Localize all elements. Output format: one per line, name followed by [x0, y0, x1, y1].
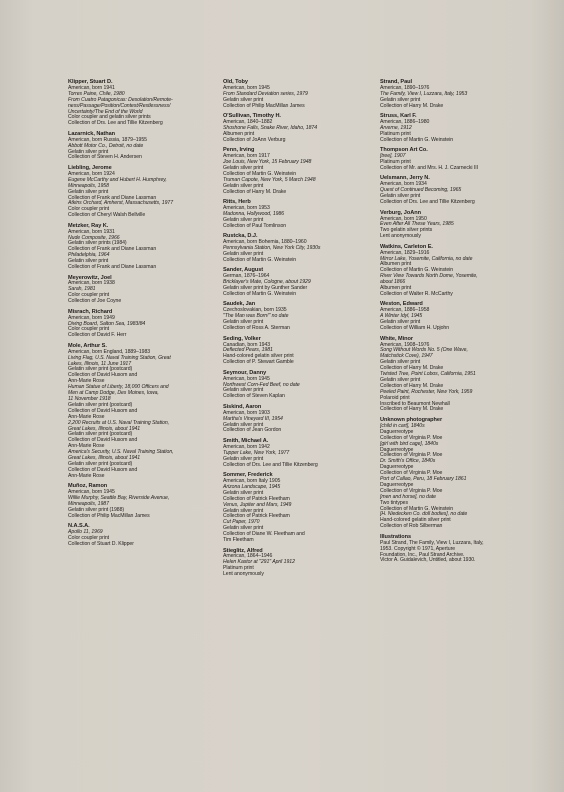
photographer-name: Mole, Arthur S. — [68, 342, 107, 349]
entry-detail: Gelatin silver print — [223, 455, 264, 462]
work-title: [girl with bird cage], 1840s — [380, 440, 439, 447]
catalog-entry — [380, 302, 520, 332]
entry-detail: Collection of Cheryl Walsh Bellville — [68, 212, 146, 219]
catalog-entry — [68, 224, 208, 271]
work-title: Apollo 11, 1969 — [68, 529, 103, 536]
photographer-name: Liebling, Jerome — [68, 164, 112, 171]
work-title: 2,200 Recruits at U.S. Naval Training Station, — [68, 419, 170, 426]
entry-detail: Color coupler and gelatin silver prints — [68, 114, 151, 121]
entry-detail: Polaroid print — [380, 394, 410, 401]
work-title: [tree], 1907 — [380, 153, 406, 160]
catalog-entry — [223, 302, 363, 332]
entry-detail: Collection of David Husom and — [68, 437, 138, 444]
work-title: Matchstick Cove), 1947 — [380, 353, 433, 360]
work-title: Eugene McCarthy and Hubert H. Humphrey, — [68, 176, 167, 183]
work-title: Philadelphia, 1964 — [68, 252, 110, 259]
photographer-name: O'Sullivan, Timothy H. — [223, 113, 281, 120]
photographer-name: Ritts, Herb — [223, 199, 251, 206]
entry-detail: Gelatin silver print — [380, 319, 421, 326]
work-title: Cut Paper, 1970 — [223, 519, 260, 526]
entry-detail: Platinum print — [223, 565, 254, 572]
work-title: Pennsylvania Station, New York City, 1930s — [223, 245, 321, 252]
catalog-entry — [223, 268, 363, 298]
entry-detail: Hand-colored gelatin silver print — [223, 353, 294, 360]
entry-detail: Czechoslovakian, born 1935 — [223, 307, 287, 314]
entry-detail: Collection of David Husom and — [68, 407, 138, 414]
work-title: Arizona Landscape, 1945 — [223, 483, 281, 490]
photographer-name: Muñoz, Ramon — [68, 483, 108, 490]
photographer-name: Uelsmann, Jerry N. — [380, 175, 430, 182]
catalog-entry — [223, 371, 363, 401]
entry-detail: Collection of Diane W. Fleetham and — [223, 531, 305, 538]
entry-detail: Collection of Drs. Lee and Tillie Kitzenberg — [223, 461, 318, 468]
entry-detail: Gelatin silver print (1988) — [68, 506, 125, 513]
work-title: Helen Kastor at "291" April 1912 — [223, 559, 295, 566]
work-title: 11 November 1918 — [68, 395, 111, 402]
entry-detail: Gelatin silver print — [223, 96, 264, 103]
work-title: Truman Capote, New York, 5 March 1948 — [223, 176, 316, 183]
catalog-entry — [223, 200, 363, 230]
entry-detail: Lent anonymously — [380, 233, 421, 240]
entry-detail: Collection of Martin G. Weinstein — [380, 505, 454, 512]
entry-detail: American, born 1903 — [223, 409, 270, 416]
entry-detail: Hand-colored gelatin silver print — [380, 517, 451, 524]
work-title: [H. Niedecken Co. doll bodies], no date — [380, 511, 468, 518]
catalog-entry — [68, 484, 208, 519]
entry-detail: Collection of Paul Tomlinson — [223, 222, 287, 229]
work-title: Bricklayer's Mate, Cologne, about 1929 — [223, 279, 311, 286]
entry-detail: Collection of David F. Herr — [68, 332, 127, 339]
entry-detail: Albumen print — [380, 261, 412, 268]
entry-detail: Collection of Mr. and Mrs. H. J. Czarnecki III — [380, 164, 478, 171]
catalog-entry — [223, 473, 363, 544]
work-title: River View Towards North Dome, Yosemite, — [380, 273, 478, 280]
entry-detail: Gelatin silver print — [68, 188, 109, 195]
entry-detail: Foundation, Inc., Paul Strand Archive. — [380, 551, 465, 558]
entry-detail: Color coupler print — [68, 326, 110, 333]
entry-detail: Collection of Harry M. Drake — [380, 102, 444, 109]
catalog-entry — [68, 344, 208, 480]
entry-detail: Daguerreotype — [380, 428, 414, 435]
photographer-name: Seymour, Danny — [223, 369, 267, 376]
entry-detail: Ann-Marie Rose — [68, 443, 105, 450]
entry-detail: Gelatin silver print — [223, 387, 264, 394]
entry-detail: American, born 1934 — [380, 181, 427, 188]
entry-detail: Gelatin silver print by Gunther Sander — [223, 285, 308, 292]
entry-detail: Ann-Marie Rose — [68, 413, 105, 420]
catalog-entry — [223, 405, 363, 435]
entry-detail: Collection of Frank and Diane Lassman — [68, 194, 157, 201]
entry-detail: American, 1908–1976 — [380, 341, 430, 348]
entry-detail: Collection of Joe Coyne — [68, 298, 122, 305]
entry-detail: Ann-Marie Rose — [68, 378, 105, 385]
work-title: Abbott Motor Co., Detroit, no date — [68, 142, 144, 149]
photographer-name: Saudek, Jan — [223, 301, 256, 308]
work-title: Port of Callao, Peru, 18 February 1861 — [380, 476, 467, 483]
photographer-name: Weston, Edward — [380, 301, 423, 308]
photographer-name: Sommer, Frederick — [223, 472, 273, 479]
work-title: Northwest Corn-Fed Beef, no date — [223, 381, 300, 388]
work-title: Martha's Vineyard III, 1954 — [223, 415, 283, 422]
photographer-name: Lazarnick, Nathan — [68, 130, 116, 137]
entry-detail: Collection of Stuart D. Klipper — [68, 541, 134, 547]
entry-detail: Gelatin silver print — [223, 164, 264, 171]
entry-detail: Color coupler print — [68, 206, 110, 213]
photographer-name: Meyerowitz, Joel — [68, 274, 112, 281]
entry-detail: Collection of Patrick Fleetham — [223, 495, 290, 502]
work-title: Peeled Paint, Rochester, New York, 1959 — [380, 388, 473, 395]
entry-detail: Inscribed to Beaumont Newhall — [380, 400, 450, 407]
catalog-entry — [380, 80, 520, 110]
catalog-entry — [380, 148, 520, 172]
entry-detail: American, 1886–1980 — [380, 119, 430, 126]
work-title: Joe Louis, New York, 15 February 1948 — [223, 159, 312, 166]
entry-detail: Collection of Philip MacMillan James — [223, 102, 305, 109]
catalog-entry — [223, 148, 363, 195]
work-title: Tupper Lake, New York, 1977 — [223, 449, 290, 456]
catalog-entry — [68, 166, 208, 219]
column-right — [380, 80, 520, 569]
photographer-name: Smith, Michael A. — [223, 437, 269, 444]
entry-detail: Gelatin silver print — [380, 376, 421, 383]
entry-detail: Gelatin silver print — [223, 250, 264, 257]
entry-detail: American, born 1942 — [223, 443, 270, 450]
entry-detail: Collection of David Husom and — [68, 466, 138, 473]
work-title: Sarah, 1981 — [68, 286, 96, 293]
entry-detail: Daguerreotype — [380, 464, 414, 471]
work-title: Minneapolis, 1958 — [68, 182, 109, 189]
column-left — [68, 80, 208, 553]
photographer-name: Rustcka, D.J. — [223, 233, 258, 240]
catalog-entry — [380, 418, 520, 530]
catalog-entry — [380, 337, 520, 414]
photographer-name: N.A.S.A. — [68, 523, 90, 530]
entry-detail: Collection of Martin G. Weinstein — [223, 290, 297, 297]
entry-detail: Two tintypes — [380, 499, 408, 506]
catalog-entry — [380, 114, 520, 144]
entry-detail: Gelatin silver print — [223, 216, 264, 223]
entry-detail: American, 1829–1916 — [380, 249, 430, 256]
photographer-name: Old, Toby — [223, 79, 248, 85]
entry-detail: American, born 1945 — [223, 375, 270, 382]
work-title: Living Flag, U.S. Naval Training Station, Great — [68, 354, 171, 361]
entry-detail: Collection of Walter R. McCarthy — [380, 290, 453, 297]
entry-detail: American, born 1945 — [68, 489, 115, 496]
entry-detail: German, 1876–1964 — [223, 273, 270, 280]
entry-detail: Collection of Patrick Fleetham — [223, 513, 290, 520]
entry-detail: Two gelatin silver prints — [380, 227, 433, 234]
entry-detail: Collection of Martin G. Weinstein — [380, 136, 454, 143]
catalog-entry — [68, 310, 208, 340]
catalog-entry — [380, 245, 520, 298]
catalog-entry — [68, 276, 208, 306]
photographer-name: Misrach, Richard — [68, 308, 113, 315]
entry-detail: Gelatin silver print — [380, 193, 421, 200]
photographer-name: Thompson Art Co. — [380, 147, 428, 154]
photographer-name: Verburg, JoAnn — [380, 209, 421, 216]
entry-detail: Collection of Virginia P. Moe — [380, 470, 443, 477]
entry-detail: American, 1890–1976 — [380, 84, 430, 91]
entry-detail: Gelatin silver print — [380, 359, 421, 366]
photographer-name: Unknown photographer — [380, 416, 443, 423]
work-title: Even After All These Years, 1985 — [380, 221, 454, 228]
entry-detail: Collection of Rob Silberman — [380, 523, 443, 530]
entry-detail: Collection of Harry M. Drake — [380, 382, 444, 389]
entry-detail: Collection of Steven H. Andersen — [68, 154, 142, 161]
entry-detail: Ann-Marie Rose — [68, 472, 105, 479]
entry-detail: Victor A. Guidalevich, Untitled, about 1930. — [380, 557, 476, 564]
work-title: Nude Composite, 1966 — [68, 234, 120, 241]
entry-detail: Collection of William H. Upjohn — [380, 325, 450, 332]
catalog-entry — [68, 80, 208, 127]
entry-detail: Paul Strand, The Family, View I, Luzzara, Italy, — [380, 539, 484, 546]
work-title: From Cuatro Patagonicas: Desolation/Remote- — [68, 96, 173, 103]
entry-detail: Gelatin silver print — [223, 421, 264, 428]
entry-detail: Collection of Harry M. Drake — [380, 406, 444, 413]
work-title: Lakes, Illinois, 11 June 1917 — [68, 360, 132, 367]
entry-detail: American, 1886–1958 — [380, 307, 430, 314]
work-title: about 1866 — [380, 279, 406, 286]
entry-detail: Gelatin silver print (postcard) — [68, 460, 133, 467]
photographer-name: White, Minor — [380, 335, 413, 342]
work-title: ness/Passage/Position/Contest/Restlessness/ — [68, 102, 171, 109]
photographer-name: Metzker, Ray K. — [68, 222, 109, 229]
catalog-entry — [223, 549, 363, 579]
work-title: Diving Board, Salton Sea, 1983/84 — [68, 320, 146, 327]
work-title: Madonna, Hollywood, 1986 — [223, 210, 285, 217]
entry-detail: Gelatin silver print (postcard) — [68, 366, 133, 373]
entry-detail: Daguerreotype — [380, 481, 414, 488]
entry-detail: American, born 1953 — [223, 205, 270, 211]
entry-detail: American, born 1949 — [68, 314, 115, 321]
entry-detail: Albumen print — [223, 130, 255, 137]
photographer-name: Stieglitz, Alfred — [223, 547, 263, 554]
entry-detail: Collection of Virginia P. Moe — [380, 452, 443, 459]
entry-detail: Collection of Ross A. Sterman — [223, 325, 290, 332]
work-title: America's Security, U.S. Naval Training Station, — [68, 449, 174, 456]
work-title: Human Statue of Liberty, 18,000 Officers and — [68, 384, 169, 391]
work-title: From Standard Deviation series, 1979 — [223, 90, 308, 97]
work-title: Uncertainty/The End of the World — [68, 108, 143, 115]
work-title: Song Without Words No. 5 (One Wave, — [380, 347, 468, 354]
entry-detail: American, born 1924 — [68, 170, 115, 177]
catalog-entry — [223, 114, 363, 144]
entry-detail: Color coupler print — [68, 292, 110, 299]
entry-detail: Collection of Steven Kaplan — [223, 393, 285, 400]
entry-detail: Collection of David Husom and — [68, 372, 138, 379]
entry-detail: Gelatin silver print — [223, 489, 264, 496]
entry-detail: Gelatin silver print — [68, 148, 109, 155]
work-title: Venus, Jupiter and Mars, 1949 — [223, 501, 292, 508]
entry-detail: American, 1840–1882 — [223, 119, 273, 126]
entry-detail: Daguerreotype — [380, 446, 414, 453]
catalog-entry — [380, 211, 520, 241]
work-title: Great Lakes, Illinois, about 1941 — [68, 455, 141, 462]
column-middle — [223, 80, 363, 583]
photographer-name: Siskind, Aaron — [223, 403, 262, 410]
work-title: Willie Murphy, Seattle Bay, Riverside Avenue, — [68, 495, 170, 502]
entry-detail: Gelatin silver print — [68, 258, 109, 265]
work-title: "The Man was Born!" no date — [223, 313, 289, 320]
entry-detail: American, born 1917 — [223, 153, 270, 160]
photographer-name: Struss, Karl F. — [380, 113, 417, 120]
catalog-entry — [223, 439, 363, 469]
entry-detail: Color coupler print — [68, 535, 110, 542]
entry-detail: American, born England, 1889–1983 — [68, 348, 151, 355]
work-title: Dr. Smith's Office, 1840s — [380, 458, 436, 465]
work-title: Men at Camp Dodge, Des Moines, Iowa, — [68, 390, 159, 397]
catalog-entry — [223, 234, 363, 264]
entry-detail: Gelatin silver print — [380, 96, 421, 103]
entry-detail: Collection of Virginia P. Moe — [380, 434, 443, 441]
entry-detail: American, 1864–1946 — [223, 553, 273, 560]
entry-detail: Platinum print — [380, 159, 411, 166]
entry-detail: Gelatin silver print — [223, 525, 264, 532]
entry-detail: 1953. Copyright © 1971, Aperture — [380, 545, 456, 552]
work-title: [child in cart], 1840s — [380, 422, 425, 429]
entry-detail: American, born 1938 — [68, 280, 115, 287]
entry-detail: Collection of Harry M. Drake — [223, 188, 287, 195]
catalog-entry — [223, 337, 363, 367]
catalog-entry — [380, 176, 520, 206]
entry-detail: Collection of Frank and Diane Lassman — [68, 246, 157, 253]
entry-detail: Platinum print — [380, 130, 411, 137]
entry-detail: Gelatin silver print (postcard) — [68, 431, 133, 438]
entry-detail: Collection of Martin G. Weinstein — [223, 256, 297, 263]
work-title: [men and horse], no date — [380, 493, 436, 500]
entry-detail: American, born 1941 — [68, 84, 115, 91]
catalog-entry — [68, 132, 208, 162]
entry-detail: Collection of Frank and Diane Lassman — [68, 264, 157, 271]
work-title: Mirror Lake, Yosemite, California, no date — [380, 255, 473, 262]
entry-detail: Gelatin silver print — [223, 507, 264, 514]
entry-detail: Collection of Drs. Lee and Tillie Kitzenberg — [68, 120, 163, 127]
entry-detail: Collection of Martin G. Weinstein — [223, 170, 297, 177]
catalog-entry — [380, 535, 520, 565]
entry-detail: Collection of P. Stewart Gamble — [223, 359, 294, 366]
entry-detail: Albumen print — [380, 285, 412, 292]
work-title: Shoshone Falls, Snake River, Idaho, 1874 — [223, 124, 318, 131]
photographer-name: Sander, August — [223, 267, 264, 274]
photographer-name: Illustrations — [380, 533, 412, 540]
work-title: Arverne, 1912 — [380, 124, 412, 131]
entry-detail: Collection of Drs. Lee and Tillie Kitzenberg — [380, 199, 475, 206]
entry-detail: Collection of Virginia P. Moe — [380, 487, 443, 494]
entry-detail: American, born 1931 — [68, 228, 115, 235]
entry-detail: American, born 1945 — [223, 84, 270, 91]
entry-detail: Gelatin silver print — [223, 319, 264, 326]
work-title: Twisted Tree, Point Lobos, California, 1951 — [380, 371, 476, 378]
entry-detail: Collection of Martin G. Weinstein — [380, 267, 454, 274]
entry-detail: Gelatin silver print (postcard) — [68, 401, 133, 408]
entry-detail: Collection of Jean Gordon — [223, 427, 282, 434]
work-title: Torres Paine, Chile, 1980 — [68, 90, 125, 97]
work-title: A Winter Idyl, 1945 — [380, 313, 423, 320]
photographer-name: Klipper, Stuart D. — [68, 79, 113, 85]
work-title: Deflected Pears, 1981 — [223, 347, 273, 354]
photographer-name: Penn, Irving — [223, 147, 255, 154]
work-title: Atkins Orchard, Amherst, Massachusetts, 1977 — [68, 200, 174, 207]
catalog-entry — [223, 80, 363, 110]
photographer-name: Seding, Volker — [223, 335, 261, 342]
entry-detail: Tim Fleetham — [223, 537, 254, 544]
entry-detail: Collection of Philip MacMillan James — [68, 512, 150, 519]
entry-detail: Gelatin silver prints (1984) — [68, 240, 127, 247]
photographer-name: Watkins, Carleton E. — [380, 243, 433, 250]
entry-detail: American, born Italy 1905 — [223, 478, 281, 484]
entry-detail: Gelatin silver print — [223, 182, 264, 189]
entry-detail: American, born Bohemia, 1880–1960 — [223, 239, 307, 246]
work-title: Minneapolis, 1987 — [68, 500, 109, 507]
work-title: Great Lakes, Illinois, about 1941 — [68, 425, 141, 432]
work-title: Quest of Continued Becoming, 1965 — [380, 187, 462, 194]
entry-detail: American, born 1950 — [380, 215, 427, 222]
entry-detail: American, born Russia, 1879–1955 — [68, 136, 147, 143]
entry-detail: Lent anonymously — [223, 571, 264, 578]
catalog-entry — [68, 524, 208, 548]
entry-detail: Collection of JoAnn Verburg — [223, 136, 286, 143]
photographer-name: Strand, Paul — [380, 79, 413, 85]
entry-detail: Collection of Harry M. Drake — [380, 365, 444, 372]
work-title: The Family, View I, Luzzara, Italy, 1953 — [380, 90, 468, 97]
entry-detail: Canadian, born 1943 — [223, 341, 271, 348]
